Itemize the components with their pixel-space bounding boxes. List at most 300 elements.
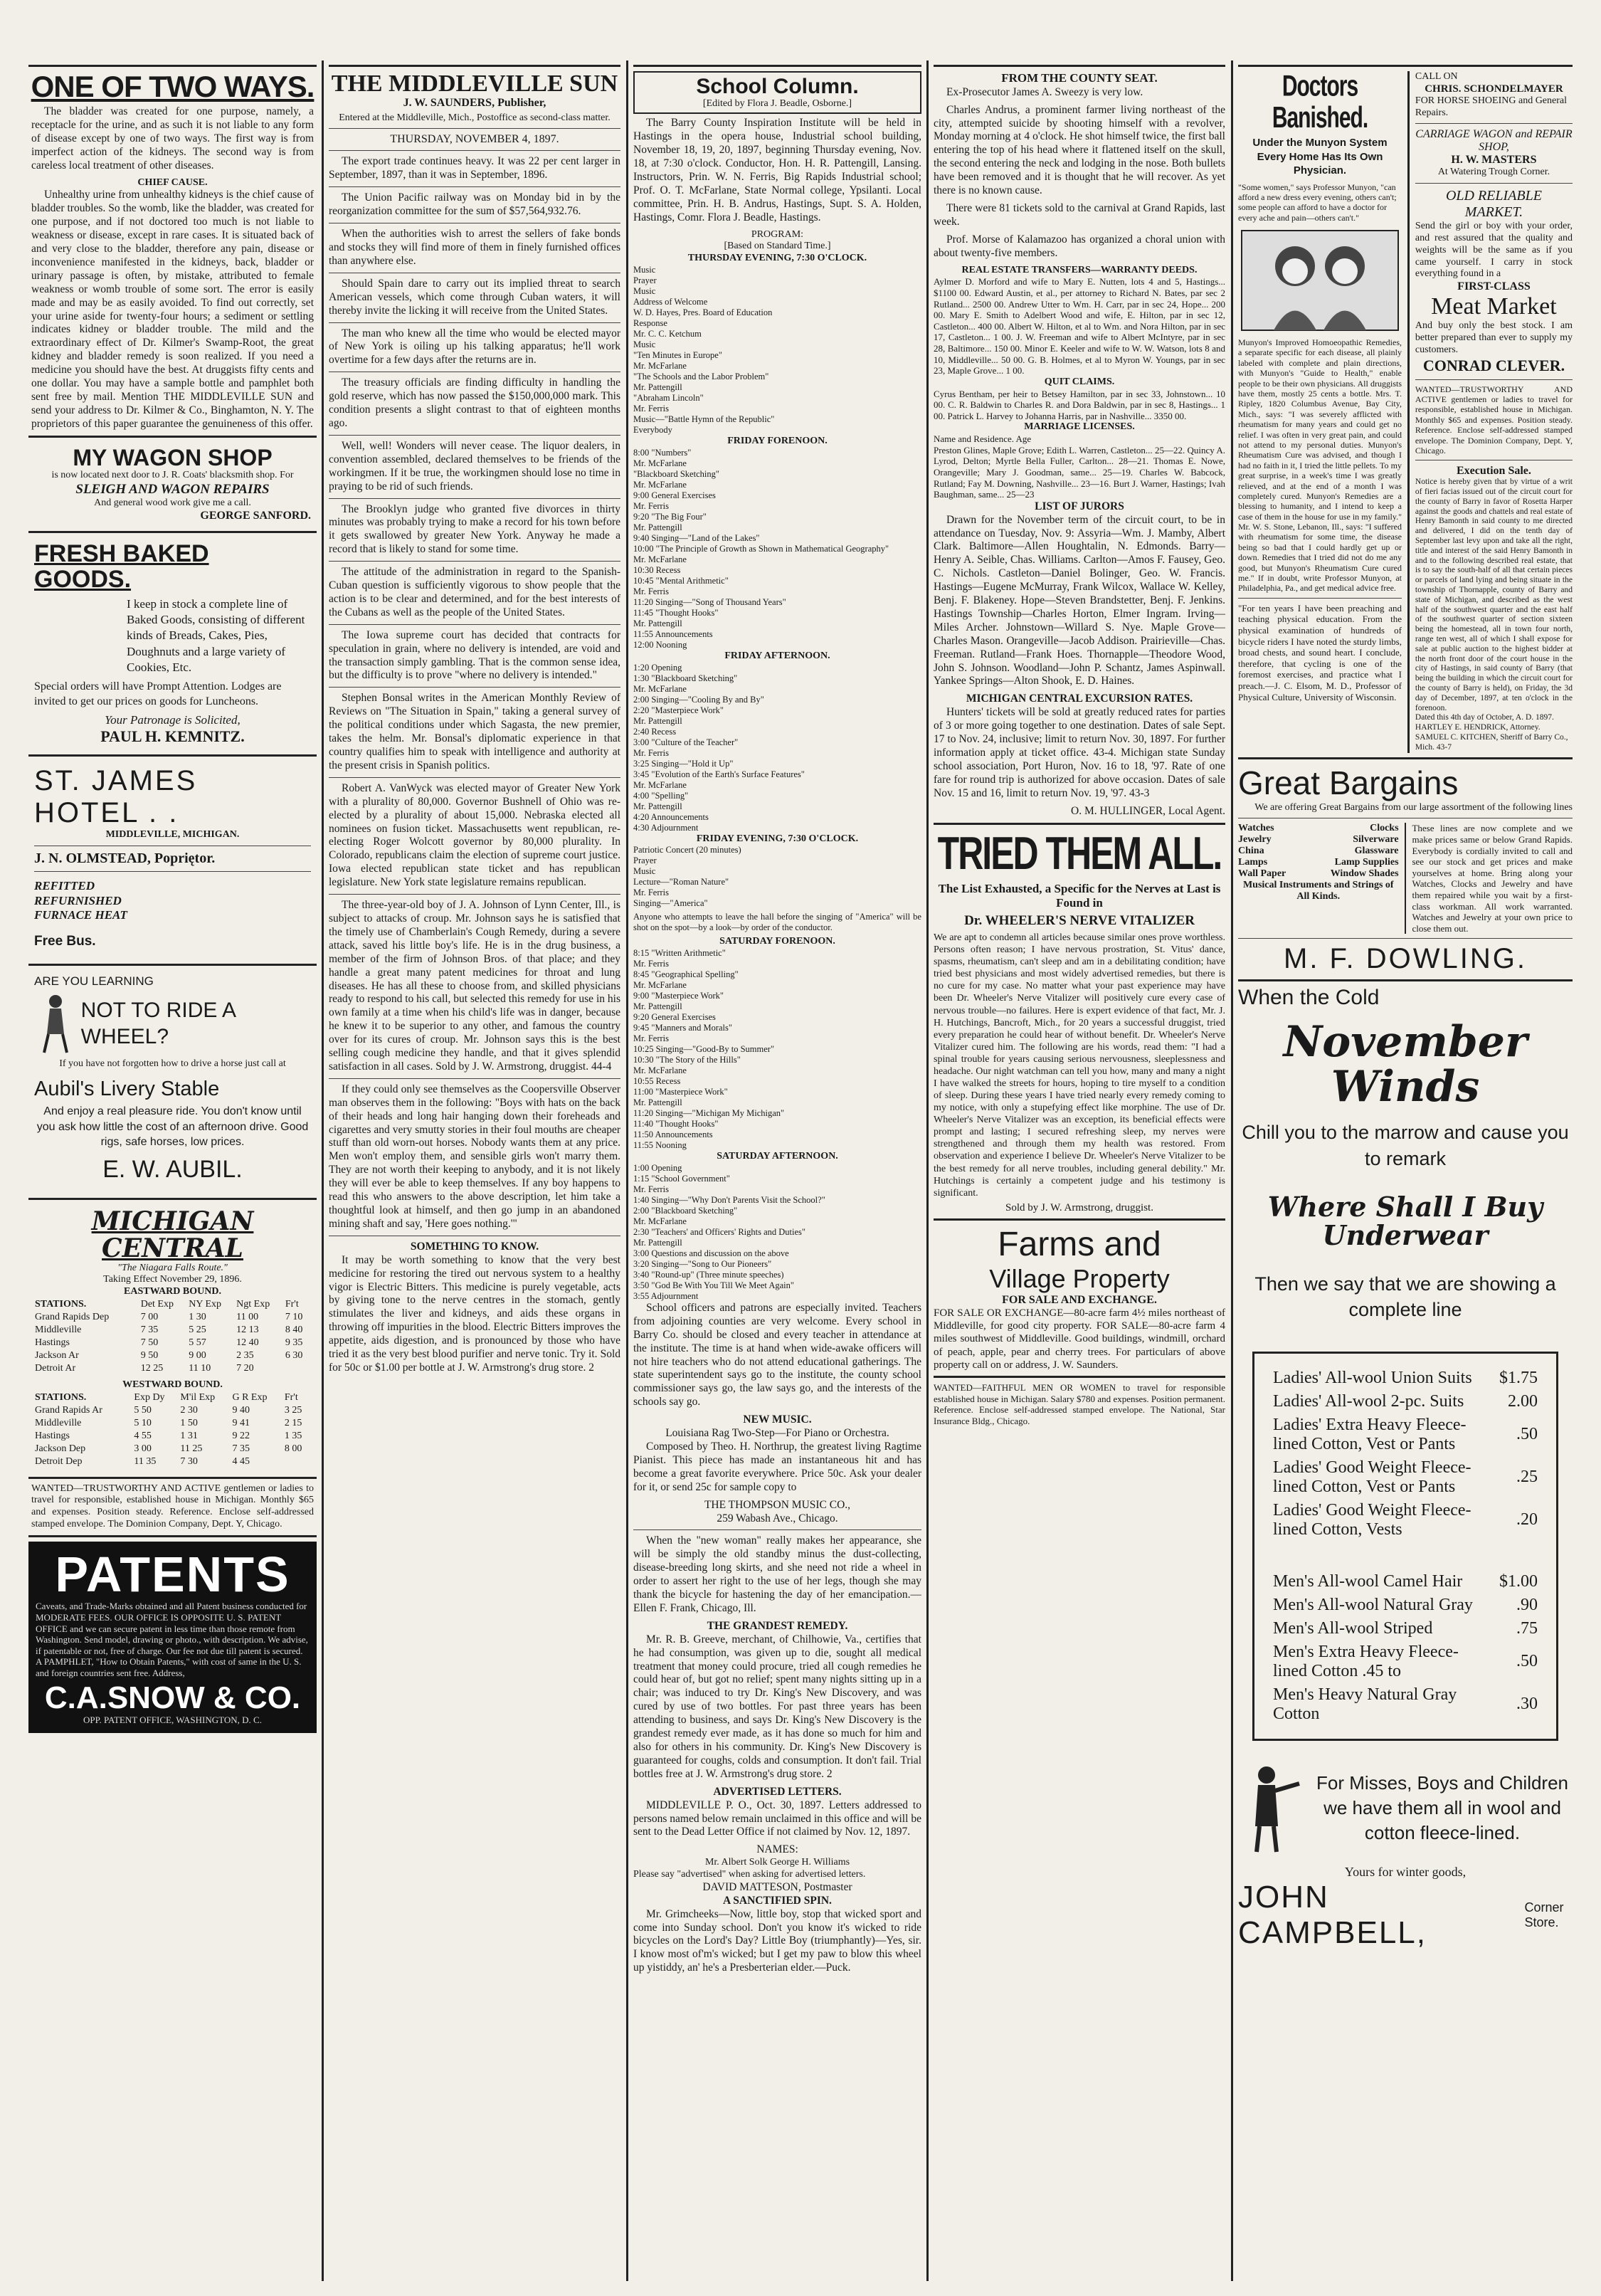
patents-ad (28, 1542, 317, 1733)
campbell-name: JOHN CAMPBELL, (1238, 1879, 1427, 1950)
table-cell: 3 00 (134, 1443, 152, 1454)
table-row (1269, 1390, 1542, 1413)
program-item: 1:15 "School Government" (633, 1173, 730, 1184)
table-header: STATIONS. (35, 1298, 87, 1310)
editorial-para: Well, well! Wonders will never cease. The liquor dealers, in convention assembled, declared themselves to be friends of the workingmen. If it be true, the workingmen should lose no time in praying to be rid of such friends. (329, 439, 620, 493)
program-item: Lecture—"Roman Nature" (633, 877, 729, 888)
table-cell (285, 1362, 311, 1375)
hotel-bus: Free Bus. (34, 934, 96, 949)
program-item: 4:30 Adjournment (633, 822, 699, 833)
price-value: .50 (1516, 1652, 1538, 1671)
table-row (1269, 1594, 1542, 1617)
program-item: 9:20 "The Big Four" (633, 511, 707, 522)
program-item: Mr. Ferris (633, 959, 669, 969)
program-item: 11:50 Announcements (633, 1129, 713, 1140)
ad-one-of-two-ways-text (28, 102, 317, 431)
program-list (633, 1163, 921, 1302)
table-cell: Detroit Dep (35, 1455, 83, 1467)
program-item: Mr. McFarlane (633, 779, 687, 790)
table-cell: Jackson Ar (35, 1349, 79, 1361)
program-item: 1:20 Opening (633, 662, 682, 673)
program-item: 10:25 Singing—"Good-By to Summer" (633, 1044, 775, 1055)
program-list (633, 448, 921, 651)
pointing-man-icon (1238, 1762, 1302, 1855)
issue-date: THURSDAY, NOVEMBER 4, 1897. (390, 133, 559, 146)
school-column-editor: [Edited by Flora J. Beadle, Osborne.] (702, 98, 852, 109)
bargain-item: Wall Paper (1238, 868, 1286, 880)
program-list (633, 265, 921, 436)
price-item: Ladies' Extra Heavy Fleece-lined Cotton, Vest or Pants (1273, 1415, 1467, 1453)
cold-sub: Chill you to the marrow and cause you to remark (1242, 1122, 1569, 1169)
bargain-music: Musical Instruments and Strings of All Kinds. (1242, 880, 1394, 902)
section-heading: MICHIGAN CENTRAL EXCURSION RATES. (966, 693, 1193, 705)
editorial-para: Robert A. VanWyck was elected mayor of Greater New York with a plurality of 80,000. Governor Bushnell of Ohio was re-elected by a plurality of about 15,000. Nebraska elected all nominees on fusion ticket. Massachusetts went republican, re-electing Roger Wolcott governor by 80,000 plurality. In Colorado, republicans claim the election of supreme court justice. Iowa elected republican state ticket and has republican legislature. New York state legislature remains republican. (329, 781, 620, 889)
program-item: 11:40 "Thought Hooks" (633, 1119, 719, 1129)
table-cell: 6 30 (285, 1349, 303, 1361)
cold-question: Where Shall I Buy Underwear (1267, 1191, 1543, 1252)
baked-goods-title: FRESH BAKED GOODS. (34, 539, 209, 593)
tried-them-all-ad (934, 827, 1225, 1214)
program-item: 2:00 "Blackboard Sketching" (633, 1205, 738, 1216)
table-cell: 7 35 (140, 1324, 159, 1335)
letters-note: Please say "advertised" when asking for advertised letters. (633, 1869, 866, 1880)
horse-rider-icon (34, 991, 74, 1055)
editorial-para: If they could only see themselves as the Coopersville Observer man observes them in the following: "Boys with hats on the back of their heads and long hair hanging down their foreheads and cigarettes and very smutty stories in their foul mouths are cheaper stuff than old worn-out horses. Nobody wants them at any price. Men won't employ them, and sensible girls won't marry them. They are not worth their keeping to anybody, and it is not likely they will ever be able to keep themselves. If any boy happens to read this who answers to the above description, let him take a thoughtful look at himself, and then go jump in an abandoned mining shaft and say, 'Here goes nothing.'" (329, 1083, 620, 1230)
price-value: $1.75 (1499, 1368, 1538, 1387)
quit-claim-list: Cyrus Bentham, per heir to Betsey Hamilton, par in sec 33, Johnstown... 10 00. C. R. Baldwin to Charles R. and Dora Baldwin, par in sec 8, Hastings... 1 00. Patrick L. Harvey to Johanna Harris, par in Nashville... 3350 00. (934, 388, 1225, 421)
program-item: 3:00 "Culture of the Teacher" (633, 737, 739, 747)
underwear-ad (1238, 986, 1573, 1951)
patents-address: OPP. PATENT OFFICE, WASHINGTON, D. C. (83, 1714, 262, 1725)
market-first-class: FIRST-CLASS (1457, 280, 1531, 293)
program-item: Mr. Pattengill (633, 522, 682, 532)
smith-name: CHRIS. SCHONDELMAYER (1425, 83, 1563, 95)
program-item: 3:50 "God Be With You Till We Meet Again" (633, 1280, 794, 1290)
editorial-para: The attitude of the administration in regard to the Spanish-Cuban question is sufficiently vigorous to show people that the action is to be clear and determined, and for the best interests of the Cubans as well as the people of the United States. (329, 566, 620, 618)
ladies-price-table (1269, 1366, 1542, 1542)
price-item: Ladies' All-wool Union Suits (1273, 1368, 1472, 1387)
program-item: Prayer (633, 855, 657, 866)
tried-title: TRIED THEM ALL. (937, 827, 1222, 879)
table-cell: Hastings (35, 1430, 70, 1441)
program-item: Mr. Ferris (633, 1184, 669, 1194)
market-owner: CONRAD CLEVER. (1422, 356, 1565, 374)
program-item: Mr. McFarlane (633, 1216, 687, 1226)
table-row (34, 1362, 311, 1375)
program-list (633, 948, 921, 1151)
livery-ad (28, 970, 317, 1194)
column-4 (934, 60, 1225, 2281)
market-title: OLD RELIABLE MARKET. (1445, 188, 1542, 221)
program-item: 9:00 General Exercises (633, 490, 716, 500)
hotel-features (34, 879, 311, 922)
farms-title-1: Farms and (998, 1225, 1161, 1263)
mc-east-title: EASTWARD BOUND. (124, 1286, 221, 1297)
bargain-item: Watches (1238, 823, 1274, 834)
program-item: 1:00 Opening (633, 1162, 682, 1173)
yours-text: Yours for winter goods, (1344, 1864, 1467, 1879)
bargain-item: Silverware (1353, 834, 1399, 846)
program-item: Patriotic Concert (20 minutes) (633, 845, 741, 855)
ad-text-para-1: The bladder was created for one purpose, namely, a receptacle for the urine, and as such it is not liable to any form of disease except by one of two ways. The first way is from imperfect action of the kidneys. The second way is from careless local treatment of other diseases. (31, 105, 314, 172)
table-cell: Grand Rapids Ar (35, 1404, 102, 1416)
program-session: THURSDAY EVENING, 7:30 O'CLOCK. (687, 253, 867, 264)
program-item: Mr. McFarlane (633, 479, 687, 490)
michigan-central-timetable (28, 1204, 317, 1473)
table-cell: 3 25 (284, 1404, 302, 1416)
wanted-ad: WANTED—TRUSTWORTHY AND ACTIVE gentlemen or ladies to travel for responsible, established house in Michigan. Monthly $65 and expenses. Position steady. Reference. Enclose self-addressed stamped envelope. The Dominion Company, Dept. Y, Chicago. (1415, 384, 1573, 455)
program-item: Prayer (633, 275, 657, 285)
county-seat (934, 71, 1225, 818)
table-header: G R Exp (232, 1391, 268, 1403)
program-item: Mr. Ferris (633, 747, 669, 758)
postmaster: DAVID MATTESON, Postmaster (702, 1880, 852, 1893)
program-item: 8:15 "Written Arithmetic" (633, 948, 726, 959)
two-women-illustration-icon (1238, 227, 1402, 334)
table-row (34, 1311, 311, 1324)
mc-west-title: WESTWARD BOUND. (122, 1379, 223, 1390)
mc-title: MICHIGAN CENTRAL (91, 1206, 254, 1263)
table-cell: 11 35 (134, 1455, 157, 1467)
program-item: Music (633, 285, 656, 296)
program-item: Mr. Ferris (633, 586, 669, 596)
hotel-title-1: ST. JAMES (34, 765, 198, 797)
baked-goods-text: I keep in stock a complete line of Baked Goods, consisting of different kinds of Breads, Cakes, Pies, Doughnuts and a large variety of Cookies, Etc. (127, 597, 305, 674)
livery-headline: NOT TO RIDE A WHEEL? (80, 998, 236, 1049)
table-row (34, 1337, 311, 1349)
table-cell (284, 1455, 311, 1468)
table-row (1269, 1366, 1542, 1390)
table-row (1269, 1570, 1542, 1594)
table-cell: 8 00 (284, 1443, 302, 1454)
column-3 (633, 60, 921, 2281)
smith-call-on: CALL ON (1415, 71, 1458, 82)
table-row (1269, 1456, 1542, 1499)
editorial-para: Should Spain dare to carry out its implied threat to search American vessels, which come through Cuban waters, it will thereby invite the licking it will receive from the United States. (329, 277, 620, 317)
editorial-para: The Union Pacific railway was on Monday bid in by the reorganization committee for the sum of $57,564,932.76. (329, 191, 620, 218)
table-row (34, 1404, 311, 1417)
program-item: 11:45 "Thought Hooks" (633, 607, 719, 618)
table-cell: 2 30 (180, 1404, 198, 1416)
editorial-para: The treasury officials are finding difficulty in handling the gold reserve, which has now passed the $150,000,000 mark. This condition presents a slight contrast to that of eighteen months ago. (329, 376, 620, 429)
table-cell: 5 57 (189, 1337, 206, 1348)
table-cell: 2 15 (284, 1417, 302, 1428)
farms-title-2: Village Property (989, 1263, 1170, 1293)
table-row (1269, 1617, 1542, 1641)
program-item: 9:40 Singing—"Land of the Lakes" (633, 532, 760, 543)
table-cell: 8 40 (285, 1324, 303, 1335)
program-item: 10:30 "The Story of the Hills" (633, 1055, 741, 1065)
program-item: Address of Welcome (633, 296, 708, 307)
table-row (34, 1324, 311, 1337)
price-value: .50 (1516, 1425, 1538, 1444)
remedy-text: Mr. R. B. Greeve, merchant, of Chilhowie, Va., certifies that he had consumption, was given up to die, sought all medical treatment that money could procure, tried all cough remedies he could hear of, but got no relief; spent many nights sitting up in a chair; was induced to try Dr. King's New Discovery, and was cured by use of two bottles. For past three years has been attending to business, and says Dr. King's New Discovery is the grandest remedy ever made, as it has done so much for him and also for others in his community. Dr. King's New Discovery is guaranteed for coughs, colds and consumption. It don't fail. Trial bottles free at J. W. Armstrong's drug store. 2 (633, 1633, 921, 1780)
patents-title: PATENTS (55, 1546, 290, 1602)
program-session: FRIDAY EVENING, 7:30 O'CLOCK. (696, 833, 859, 844)
section-heading: REAL ESTATE TRANSFERS—WARRANTY DEEDS. (961, 264, 1198, 275)
carriage-location: At Watering Trough Corner. (1437, 167, 1550, 178)
county-para: There were 81 tickets sold to the carnival at Grand Rapids, last week. (934, 201, 1225, 228)
program-item: "Abraham Lincoln" (633, 392, 704, 403)
program-item: "Blackboard Sketching" (633, 468, 719, 479)
wanted-ad: WANTED—FAITHFUL MEN OR WOMEN to travel for responsible established house in Michigan. Salary $780 and expenses. Position permanent. Reference. Enclose self-addressed stamped envelope. The National, Star Insurance Bldg., Chicago. (934, 1382, 1225, 1427)
article-heading: ADVERTISED LETTERS. (713, 1785, 842, 1798)
table-cell: 9 40 (232, 1404, 250, 1416)
article-heading: NEW MUSIC. (743, 1413, 812, 1426)
program-item: Mr. Ferris (633, 888, 669, 898)
carriage-name: H. W. MASTERS (1451, 154, 1537, 167)
price-item: Ladies' All-wool 2-pc. Suits (1273, 1391, 1464, 1411)
baked-goods-text-2: Special orders will have Prompt Attention. Lodges are invited to get our prices on goods for Luncheons. (34, 680, 282, 707)
column-5 (1238, 60, 1573, 2281)
doctors-quote: "Some women," says Professor Munyon, "can afford a new dress every evening, others can't; some people can afford to have a doctor for every ache and pain—others can't." (1238, 181, 1397, 223)
table-row (1269, 1499, 1542, 1542)
table-cell: 2 35 (236, 1349, 254, 1361)
jurors-list: Drawn for the November term of the circuit court, to be in attendance on Tuesday, Nov. 9: Assyria—Wm. J. Mamby, Albert Clark. Baltimore—Allen Houghtalin, N. Edmonds. Barry—Henry A. Seible, Chas. Williams. Carlton—Amos F. Fausey, Geo. C. Nichols. Castleton—Daniel Bolinger, Geo. W. Francis. Hastings—Eugene McMurray, Frank Wilcox, Wallace W. Kelley, Benj. F. Blakeney. Hope—Steven Brandstetter, Benj. F. Jenkins. Hastings Township—Charles Horton, Elmer Ingram. Irving—Miles Archer. Johnstown—Willard S. Nye. Maple Grove—Charles Mason. Orangeville—Jacob Addison. Prairieville—Chas. Freeman. Rutland—Frank Hoes. Thornapple—Theodore Wood, John S. Johnson. Woodland—John P. Schantz, James Aspinwall. Yankee Springs—Alton Shook, E. D. Haines. (934, 513, 1225, 688)
program-note: Anyone who attempts to leave the hall before the singing of "America" will be shot on the spot—by a look—by order of the conductor. (633, 912, 921, 933)
price-item: Ladies' Good Weight Fleece-lined Cotton, Vests (1273, 1500, 1471, 1539)
price-value: .75 (1516, 1618, 1538, 1638)
program-item: Mr. Pattengill (633, 801, 682, 811)
hotel-town: MIDDLEVILLE, MICHIGAN. (105, 829, 240, 841)
editorial-para: The man who knew all the time who would be elected mayor of New York is oiling up his talking apparatus; he'll work overtime for a few days after the returns are in. (329, 327, 620, 367)
cold-title: November Winds (1283, 1017, 1528, 1112)
bargain-item: Jewelry (1238, 834, 1272, 846)
marriage-list: Preston Glines, Maple Grove; Edith L. Warren, Castleton... 25—22. Quincy A. Lyrod, Delton; Myrtle Bella Fuller, Carlton... 28—21. Thomas E. Nowe, Orangeville; Mary J. Goodman, same... 25—19. Charles W. Babcock, Rutland; Fay M. Downing, Nashville... 23—16. Burt J. Warner, Hastings; Ivah Baughman, same... 25—23 (934, 444, 1225, 500)
hotel-proprietor: J. N. OLMSTEAD, Popriętor. (34, 851, 216, 867)
program-item: 8:00 "Numbers" (633, 447, 692, 458)
editorial-para: The three-year-old boy of J. A. Johnson of Lynn Center, Ill., is subject to attacks of croup. Mr. Johnson says he is satisfied that the timely use of Chamberlain's Cough Remedy, during a severe attack, saved his little boy's life. He is in the drug business, a member of the firm of Johnson Bros. of that place; and they handle a great many patent medicines for throat and lung diseases. He has all these to choose from, and skilled physicians ready to respond to his call, but selected this remedy for use in his own family at a time when his child's life was in danger, because he knew it to be superior to any other, and famous the country over for its cures of croup. Mr. Johnson says this is the best selling cough medicine they handle, and that it gives splendid satisfaction in all cases. Sold by J. W. Armstrong, druggist. 44-4 (329, 899, 620, 1073)
section-heading: QUIT CLAIMS. (1044, 376, 1115, 387)
music-address: 259 Wabash Ave., Chicago. (717, 1512, 838, 1524)
letters-names-heading: NAMES: (756, 1843, 798, 1856)
livery-owner: E. W. AUBIL. (102, 1155, 243, 1183)
tried-text: We are apt to condemn all articles because similar ones prove worthless. Persons often reason; I have nervous prostration, St. Vitus' dance, spasms, rheumatism, can't sleep and am in a debilitating condition; have tried best physicians and most widely advertised remedies, but there is no cure for my case. No matter what your past experience may have been Dr. Wheeler's Nerve Vitalizer will positively cure every case of nervous trouble—no failures. Here is expert evidence of that fact, Mr. J. H. Hutchings, Bancroft, Mich., for 20 years a successful druggist, tried every preparation he could hear of without benefit. Dr. Wheeler's Nerve Vitalizer cured him. The following are his words, read them: "I had a spinal trouble for years causing serious nervousness, sleeplessness and headache. Our night watchman can tell you how, many and many a night I have walked the streets for hours, hoping to tire myself to a condition of sleep. During these years I have tried nearly every remedy coming to my notice, with only a stupefying effect like morphine. The use of Dr. Wheeler's Nerve Vitalizer was an exception, its beneficial effects were prompt and lasting; I secured refreshing sleep, my nerves were strengthened and through them my health was restored. From observation and experience I believe Dr. Wheeler's Nerve Vitalizer to be the best remedy for all nerve troubles, including general debility." Mr. Hutchings is certainly a competent judge and his testimony is significant. (934, 932, 1225, 1199)
doctors-banished-ad (1238, 71, 1402, 753)
mc-date: Taking Effect November 29, 1896. (103, 1274, 242, 1285)
spin-text: Mr. Grimcheeks—Now, little boy, stop that wicked sport and come into Sunday school. Don't you know it's wicked to ride bicycles on the Lord's Day? Little Boy (triumphantly)—Yes, sir. I know most of'm's wicked; but I get my paw to blow this wheel up yistiddy, an' he's a Presberterian elder.—Puck. (633, 1907, 921, 1974)
school-column-title: School Column. (696, 75, 859, 98)
table-cell: 11 00 (236, 1311, 259, 1322)
table-cell: 1 30 (189, 1311, 206, 1322)
program-item: 10:00 "The Principle of Growth as Shown in Mathematical Geography" (633, 543, 889, 554)
col5-top (1238, 71, 1573, 753)
letters-text: MIDDLEVILLE P. O., Oct. 30, 1897. Letters addressed to persons named below remain unclaimed in this office and will be sent to the Dead Letter Office if not claimed by Nov. 12, 1897. (633, 1799, 921, 1838)
program-item: 11:55 Announcements (633, 628, 713, 639)
editorial-para: When the authorities wish to arrest the sellers of fake bonds and stocks they will find more of them in finely furnished offices than anywhere else. (329, 228, 620, 267)
program-item: Music (633, 264, 656, 275)
baked-goods-owner: PAUL H. KEMNITZ. (100, 727, 245, 746)
table-header: Fr't (284, 1391, 298, 1403)
table-header-row (34, 1298, 311, 1311)
table-cell: 12 25 (140, 1362, 164, 1374)
program-item: Mr. McFarlane (633, 1065, 687, 1076)
bargain-item: Glassware (1354, 846, 1399, 857)
county-seat-title: FROM THE COUNTY SEAT. (1001, 71, 1158, 85)
program-item: 2:30 "Teachers' and Officers' Rights and Duties" (633, 1226, 806, 1237)
table-cell: 11 25 (180, 1443, 203, 1454)
school-para: School officers and patrons are especially invited. Teachers from adjoining counties are very welcome. Every school in Barry Co. should be closed and every teacher in attendance at the institute. The time is at hand when wide-awake officers will not hire teachers who do not attend educational gatherings. The state superintendent says go to the institute, the county school commissioner says go, the law says go, and the interests of the schools say go. (633, 1301, 921, 1408)
carriage-title: CARRIAGE WAGON and REPAIR SHOP, (1415, 128, 1573, 154)
col5-small-ads (1415, 71, 1573, 753)
program-item: Mr. Ferris (633, 1033, 669, 1044)
editorial-para: It may be worth something to know that the very best medicine for restoring the tired out nervous system to a healthy vigor is Electric Bitters. This medicine is purely vegetable, acts by giving tone to the nerve centres in the stomach, gently stimulates the liver and kidneys, and aids these organs in throwing off impurities in the blood. Electric Bitters improves the appetite, aids digestion, and is pronounced by those who have tried it as the very best blood purifier and nerve tonic. Try it. Sold for 50c or $1.00 per bottle at J. W. Armstrong's drug store. 2 (329, 1253, 620, 1374)
price-value: .25 (1516, 1468, 1538, 1487)
program-list (633, 845, 921, 909)
ad-text-para-2: Unhealthy urine from unhealthy kidneys is the chief cause of bladder troubles. So the womb, like the bladder, was created for one purpose, and if not doctored too much is not liable to weakness or disease, except in rare cases. It is situated back of and very close to the bladder, therefore any pain, disease or inconvenience manifested in the kidneys, back, bladder or urinary passage is often, by mistake, attributed to female weakness or womb trouble of some sort. The error is easily made and may be as easily avoided. To find out correctly, set your urine aside for twenty-four hours; a sediment or settling indicates kidney or bladder trouble. The mild and the extraordinary effect of Dr. Kilmer's Swamp-Root, the great kidney and bladder remedy is soon realized. If you need a medicine you should have the best. At druggists fifty cents and one dollar. You may have a sample bottle and pamphlet both sent free by mail. Mention THE MIDDLEVILLE SUN and send your address to Dr. Kilmer & Co., Binghamton, N. Y. The proprietors of this paper guarantee the genuineness of this offer. (31, 189, 314, 430)
hotel-title-2: HOTEL . . (34, 797, 179, 829)
great-bargains-ad (1238, 764, 1573, 976)
price-item: Men's Heavy Natural Gray Cotton (1273, 1685, 1457, 1723)
newspaper-page (28, 60, 1573, 2281)
program-item: 1:30 "Blackboard Sketching" (633, 673, 738, 683)
article-heading: THE GRANDEST REMEDY. (707, 1619, 848, 1632)
program-item: Mr. McFarlane (633, 360, 687, 371)
program-item: "The Schools and the Labor Problem" (633, 371, 769, 381)
program-item: 1:40 Singing—"Why Don't Parents Visit the School?" (633, 1194, 825, 1205)
table-cell: 4 55 (134, 1430, 152, 1441)
program-item: 2:00 Singing—"Cooling By and By" (633, 694, 764, 705)
price-value: .30 (1516, 1695, 1538, 1714)
program-item: 9:00 "Masterpiece Work" (633, 991, 724, 1001)
table-cell: 7 50 (140, 1337, 159, 1348)
ad-one-of-two-ways-title: ONE OF TWO WAYS. (31, 70, 315, 103)
bargain-item: Clocks (1370, 823, 1399, 834)
county-para: Ex-Prosecutor James A. Sweezy is very low. (946, 85, 1143, 98)
letters-names: Mr. Albert Solk George H. Williams (704, 1857, 850, 1868)
excursion-text: Hunters' tickets will be sold at greatly reduced rates for parties of 3 or more going together to one destination. Dates of sale Sept. 17 to Nov. 24, inclusive; limit to return Nov. 30, 1897. For further information apply at ticket office. 43-4. Michigan state Sunday school association, Port Huron, Nov. 16 to 18, '97. Rate of one fare for round trip is authorized for above occasion. Dates of sale Nov. 15 and 16, limit to return Nov. 19, '97. 43-3 (934, 706, 1225, 799)
school-para: The Barry County Inspiration Institute will be held in Hastings in the opera house, Industrial school building, November 18, 19, 20, 1897, beginning Thursday evening, Nov. 18, at 7:30 o'clock. Conductor, Hon. H. R. Pattengill, Lansing. Instructors, Prin. W. N. Ferris, Big Rapids Industrial school; Prof. O. T. McFarlane, State Normal college, Ypsilanti. Local committee, Prin. H. B. Andrus, Hastings, Supt. S. A. Holden, Hastings, Comr. Flora J. Beadle, Hastings. (633, 117, 921, 223)
table-cell: 4 45 (232, 1455, 250, 1467)
table-header: Ngt Exp (236, 1298, 270, 1310)
county-para: Charles Andrus, a prominent farmer living northeast of the city, attempted suicide by shooting himself with a revolver, Monday morning at 4 o'clock. He shot himself twice, the first ball entering the top of his head where it flattened itself on the skull, the second entering the neck and lodging in the nose. Both bullets have been removed and it is thought that he will recover. As yet there is no known cause. (934, 103, 1225, 197)
table-header-row (34, 1391, 311, 1404)
section-heading: MARRIAGE LICENSES. (1024, 421, 1135, 433)
cold-intro: When the Cold (1238, 986, 1380, 1010)
table-cell: 1 50 (180, 1417, 198, 1428)
bargains-title: Great Bargains (1238, 764, 1459, 801)
table-cell: Hastings (35, 1337, 70, 1348)
program-item: Mr. McFarlane (633, 554, 687, 564)
table-cell: 5 25 (189, 1324, 206, 1335)
program-item: 9:45 "Manners and Morals" (633, 1023, 733, 1033)
table-cell: Detroit Ar (35, 1362, 76, 1374)
program-session: SATURDAY FORENOON. (719, 936, 835, 947)
program-item: 3:55 Adjournment (633, 1290, 699, 1301)
program-item: Mr. Pattengill (633, 1097, 682, 1108)
table-cell: 1 35 (284, 1430, 302, 1441)
table-row (34, 1417, 311, 1430)
price-list (1252, 1352, 1558, 1741)
program-item: Music (633, 339, 656, 349)
hotel-ad (28, 761, 317, 959)
program-item: Mr. Pattengill (633, 715, 682, 726)
price-item: Men's All-wool Natural Gray (1273, 1595, 1473, 1614)
wagon-shop-sub: SLEIGH AND WAGON REPAIRS (75, 482, 270, 497)
execution-date: Dated this 4th day of October, A. D. 1897. (1415, 713, 1554, 722)
table-row (34, 1430, 311, 1443)
editorial-para: The Iowa supreme court has decided that contracts for speculation in grain, where no delivery is intended, are void and the transaction simply gambling. That is the common sense idea, but the difficulty is to prove "where no delivery is intended." (329, 628, 620, 682)
table-cell: Grand Rapids Dep (35, 1311, 110, 1322)
table-cell: Middleville (35, 1417, 82, 1428)
table-row (34, 1349, 311, 1362)
east-table (34, 1298, 311, 1375)
program-item: 12:00 Nooning (633, 639, 687, 650)
doctors-text: Munyon's Improved Homoeopathic Remedies, a separate specific for each disease, all plainly labeled with complete and plain directions, with Munyon's "Guide to Health," enable people to be their own physicians. All druggists have them, mostly 25 cents a bottle. Mrs. T. Ripley, 1820 Columbus Avenue, Bay City, Mich., says: "I was severely afflicted with rheumatism for many years and could get no relief. I was often in very great pain, and could not attend to my personal duties. Munyon's Rheumatism Cure was advised, and though I had no faith in it, I tried the little pellets. To my great surprise, in a week's time I was greatly relieved, and at the end of a month I was completely cured. Munyon's Remedies are a blessing to humanity, and I intend to keep a case of them in the house for use in my family." Mr. W. S. Stone, Lebanon, Ill., says: "I suffered with rheumatism for some time, the disease being so bad that I could hardly get up or down. Remedies that I tried did not do me any good, but Munyon's Rheumatism Cure cured me." If in doubt, write Professor Munyon, at Philadelphia, Pa., and get medical advice free. (1238, 337, 1402, 594)
table-header: STATIONS. (35, 1391, 87, 1403)
cold-answer: Then we say that we are showing a complete line (1254, 1273, 1556, 1321)
program-item: 3:00 Questions and discussion on the above (633, 1248, 789, 1258)
patents-company: C.A.SNOW & CO. (44, 1680, 301, 1715)
program-item: 10:45 "Mental Arithmetic" (633, 575, 729, 586)
program-item: 2:20 "Masterpiece Work" (633, 705, 724, 715)
program-item: Mr. Pattengill (633, 1001, 682, 1012)
market-text-2: And buy only the best stock. I am better prepared than ever to supply my customers. (1415, 320, 1573, 355)
program-item: 3:40 "Round-up" (Three minute speeches) (633, 1269, 784, 1280)
table-cell: Jackson Dep (35, 1443, 86, 1454)
real-estate-list: Aylmer D. Morford and wife to Mary E. Nutten, lots 4 and 5, Hastings... $1100 00. Edward Austin, et al., per attorney to Richard N. Bates, par sec 2 Rutland... 2500 00. Andrew Utter to Wm. H. Carr, par in sec 24, Hope... 200 00. Mary E. Smith to Adelbert Wood and wife, E. Hilton, par in sec 12, Castleton... 400 00. Albert W. Hilton, et al to Wm. and Nora Hilton, par in sec 17, Castleton... 1 00. J. W. Freeman and wife to Albert McIntyre, par in sec 28, Baltimore... 150 00. Minor E. Keeler and wife to W. W. Watson, lots 8 and 10, Middleville... 50 00. G. B. Holmes, et al to Myron W. Youngs, par in sec 23, Maple Grove... 1 00. (934, 276, 1225, 376)
table-row (1269, 1413, 1542, 1456)
program-item: 8:45 "Geographical Spelling" (633, 969, 739, 980)
smith-text: FOR HORSE SHOEING and General Repairs. (1415, 95, 1567, 118)
table-cell: 7 35 (232, 1443, 250, 1454)
program-item: W. D. Hayes, Pres. Board of Education (633, 307, 773, 317)
excursion-sig: O. M. HULLINGER, Local Agent. (1071, 804, 1225, 817)
hotel-feature: FURNACE HEAT (34, 907, 127, 922)
table-cell: 5 50 (134, 1404, 152, 1416)
table-row (34, 1443, 311, 1455)
bargains-sub: We are offering Great Bargains from our large assortment of the following lines (1254, 801, 1573, 813)
program-item: 11:00 "Masterpiece Work" (633, 1087, 728, 1097)
program-item: 11:55 Nooning (633, 1140, 687, 1151)
column-2 (329, 60, 620, 2281)
tried-sold: Sold by J. W. Armstrong, druggist. (1005, 1201, 1153, 1213)
table-header: NY Exp (189, 1298, 222, 1310)
program-item: 3:20 Singing—"Song to Our Pioneers" (633, 1258, 772, 1269)
program-item: 3:45 "Evolution of the Earth's Surface Features" (633, 769, 805, 779)
kids-text: For Misses, Boys and Children we have them all in wool and cotton fleece-lined. (1316, 1772, 1569, 1844)
table-cell: 7 30 (180, 1455, 198, 1467)
program-item: Mr. Pattengill (633, 1237, 682, 1248)
program-item: Music—"Battle Hymn of the Republic" (633, 414, 775, 424)
column-1 (28, 60, 317, 2281)
music-text: Composed by Theo. H. Northrup, the greatest living Ragtime Pianist. This piece has made an instantaneous hit and has become a great favorite everywhere. Price 50c. Ask your dealer for it, or send 25c for sample copy to (633, 1440, 921, 1493)
price-value: $1.00 (1499, 1571, 1538, 1591)
table-cell: 9 22 (232, 1430, 250, 1441)
program-item: 4:20 Announcements (633, 811, 709, 822)
tried-sub: The List Exhausted, a Specific for the Nerves at Last is Found in (938, 882, 1221, 910)
music-subtitle: Louisiana Rag Two-Step—For Piano or Orchestra. (665, 1427, 889, 1440)
table-header: Exp Dy (134, 1391, 165, 1403)
county-para: Prof. Morse of Kalamazoo has organized a choral union with about twenty-five members. (934, 233, 1225, 259)
program-session: FRIDAY FORENOON. (727, 435, 828, 446)
program-item: Response (633, 317, 667, 328)
program-item: Singing—"America" (633, 898, 708, 909)
table-row (1269, 1641, 1542, 1683)
baked-goods-ad (28, 537, 317, 750)
execution-title: Execution Sale. (1457, 465, 1531, 478)
program-item: Mr. Pattengill (633, 618, 682, 628)
bargain-item: Lamp Supplies (1334, 857, 1399, 868)
price-value: 2.00 (1508, 1391, 1538, 1411)
west-table (34, 1391, 311, 1468)
editorial-para: The export trade continues heavy. It was 22 per cent larger in September, 1897, than it was in September, 1896. (329, 155, 620, 181)
doctors-title: Doctors Banished. (1272, 70, 1368, 135)
section-heading: LIST OF JURORS (1035, 500, 1124, 512)
program-item: Mr. McFarlane (633, 980, 687, 991)
mc-sub: "The Niagara Falls Route." (117, 1262, 228, 1273)
program-item: Mr. C. C. Ketchum (633, 328, 702, 339)
